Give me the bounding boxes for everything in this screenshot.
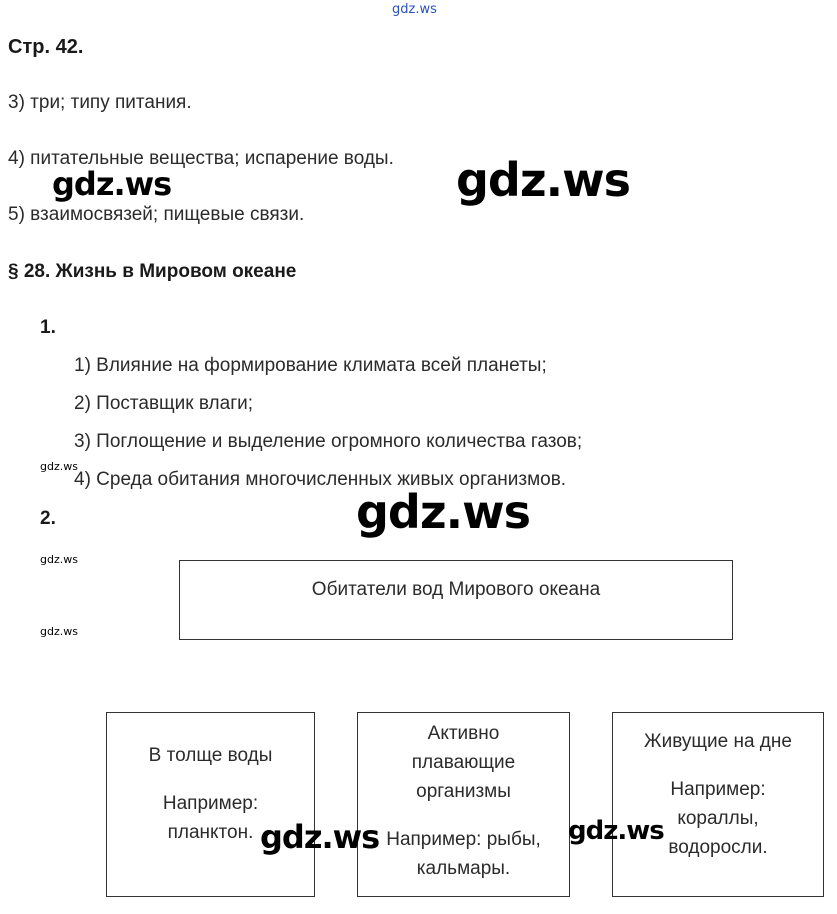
answer-4: 4) питательные вещества; испарение воды. — [8, 148, 394, 169]
task-1-item: 1) Влияние на формирование климата всей планеты; — [74, 355, 547, 376]
watermark: gdz.ws — [52, 165, 172, 203]
watermark-top: gdz.ws — [392, 2, 437, 17]
diagram-box-water-column — [106, 712, 315, 897]
diagram-box-example: Например: рыбы, кальмары. — [386, 829, 541, 879]
task-1-item: 3) Поглощение и выделение огромного количества газов; — [74, 431, 583, 452]
answer-3: 3) три; типу питания. — [8, 92, 192, 113]
diagram-box-active-swimmers — [357, 712, 570, 897]
section-title: § 28. Жизнь в Мировом океане — [8, 261, 297, 282]
watermark-small: gdz.ws — [40, 460, 78, 473]
diagram-box-title: Живущие на дне — [644, 731, 792, 752]
watermark: gdz.ws — [356, 485, 530, 539]
diagram-top-label: Обитатели вод Мирового океана — [311, 579, 601, 600]
task-1-item: 4) Среда обитания многочисленных живых организмов. — [74, 469, 567, 490]
diagram-box-bottom-dwellers — [612, 712, 824, 897]
task-1-item: 2) Поставщик влаги; — [74, 393, 254, 414]
page-header: Стр. 42. — [8, 36, 84, 58]
diagram-box-title: В толще воды — [148, 745, 273, 766]
watermark-small: gdz.ws — [40, 553, 78, 566]
task-1-number: 1. — [40, 317, 56, 338]
diagram-box-example: Например: кораллы, водоросли. — [668, 779, 768, 858]
answer-5: 5) взаимосвязей; пищевые связи. — [8, 204, 305, 225]
task-2-number: 2. — [40, 508, 56, 529]
diagram-box-title: Активно плавающие организмы — [411, 723, 516, 802]
diagram-box-example: Например: планктон. — [162, 793, 259, 843]
watermark-small: gdz.ws — [40, 625, 78, 638]
diagram-top-box — [179, 560, 733, 640]
watermark: gdz.ws — [456, 153, 630, 207]
watermark: gdz.ws — [260, 818, 380, 856]
watermark: gdz.ws — [568, 816, 664, 846]
